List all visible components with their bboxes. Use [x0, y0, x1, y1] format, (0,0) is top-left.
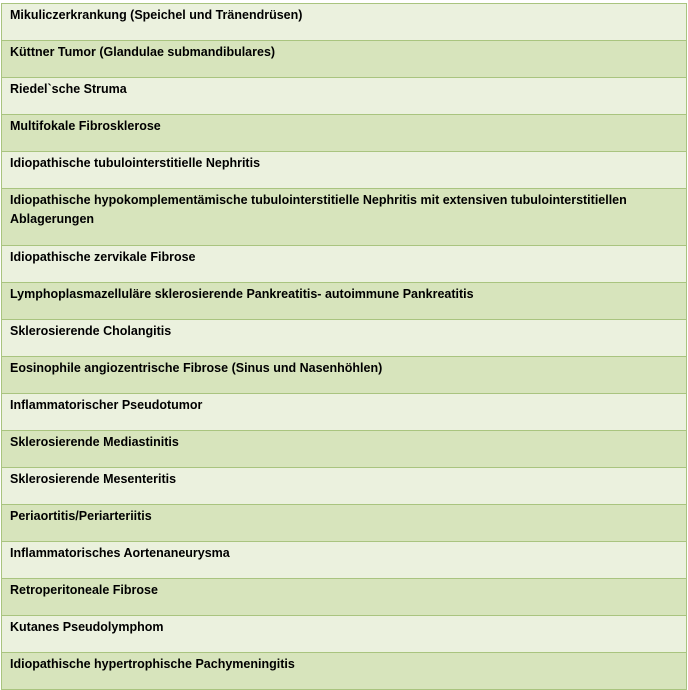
table-row: Idiopathische hypokomplementämische tubulointerstitielle Nephritis mit extensiven tubulointerstitiellen Ablagerungen [2, 189, 686, 246]
table-row: Küttner Tumor (Glandulae submandibulares) [2, 41, 686, 78]
table-row: Idiopathische tubulointerstitielle Nephritis [2, 152, 686, 189]
table-row: Idiopathische hypertrophische Pachymeningitis [2, 653, 686, 690]
table-row: Sklerosierende Cholangitis [2, 320, 686, 357]
table-row: Multifokale Fibrosklerose [2, 115, 686, 152]
table-row: Kutanes Pseudolymphom [2, 616, 686, 653]
table-row: Mikuliczerkrankung (Speichel und Tränendrüsen) [2, 4, 686, 41]
table-row: Riedel`sche Struma [2, 78, 686, 115]
table-row: Lymphoplasmazelluläre sklerosierende Pankreatitis- autoimmune Pankreatitis [2, 283, 686, 320]
table-row: Inflammatorisches Aortenaneurysma [2, 542, 686, 579]
table-row: Idiopathische zervikale Fibrose [2, 246, 686, 283]
table-row: Sklerosierende Mesenteritis [2, 468, 686, 505]
table-row: Eosinophile angiozentrische Fibrose (Sinus und Nasenhöhlen) [2, 357, 686, 394]
table-row: Periaortitis/Periarteriitis [2, 505, 686, 542]
table-row: Sklerosierende Mediastinitis [2, 431, 686, 468]
table-row: Retroperitoneale Fibrose [2, 579, 686, 616]
table-row: Inflammatorischer Pseudotumor [2, 394, 686, 431]
disease-table [1, 3, 687, 690]
